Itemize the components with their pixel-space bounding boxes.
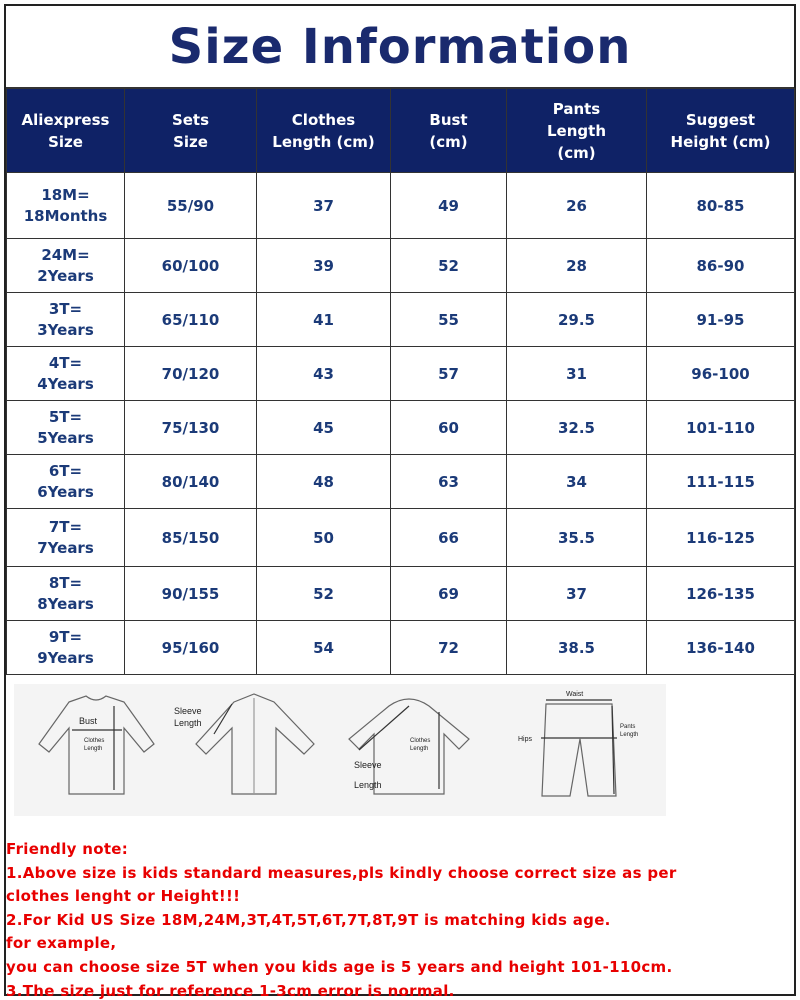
suggest-height-cell: 101-110 [647, 401, 795, 455]
bust-cell: 55 [391, 293, 507, 347]
bust-cell: 57 [391, 347, 507, 401]
table-row [7, 239, 795, 293]
pants-length-cell: 38.5 [507, 621, 647, 675]
pants-length-cell: 32.5 [507, 401, 647, 455]
hips-label: Hips [518, 736, 533, 743]
pants-length-cell: 35.5 [507, 509, 647, 567]
clothes-length-cell: 48 [257, 455, 391, 509]
pants-length-cell: 31 [507, 347, 647, 401]
header-suggest-height: Suggest Height (cm) [647, 89, 795, 173]
bust-cell: 69 [391, 567, 507, 621]
bust-cell: 66 [391, 509, 507, 567]
sets-size-cell: 85/150 [125, 509, 257, 567]
svg-text:Clothes: Clothes [410, 738, 431, 744]
page-title: Size Information [6, 6, 794, 88]
pants-length-cell: 34 [507, 455, 647, 509]
note-line-6: 3.The size just for reference 1-3cm error is normal. [6, 981, 455, 1000]
sleeve-label: Sleeve [174, 706, 202, 716]
header-clothes-length: Clothes Length (cm) [257, 89, 391, 173]
size-cell: 5T= 5Years [7, 401, 125, 455]
sets-size-cell: 75/130 [125, 401, 257, 455]
suggest-height-cell: 80-85 [647, 173, 795, 239]
bust-cell: 52 [391, 239, 507, 293]
suggest-height-cell: 116-125 [647, 509, 795, 567]
header-aliexpress-size: Aliexpress Size [7, 89, 125, 173]
sweater-diagram [349, 699, 469, 794]
svg-text:Sleeve: Sleeve [354, 760, 382, 770]
bust-cell: 72 [391, 621, 507, 675]
clothes-length-cell: 50 [257, 509, 391, 567]
size-cell: 6T= 6Years [7, 455, 125, 509]
sets-size-cell: 55/90 [125, 173, 257, 239]
pants-length-cell: 37 [507, 567, 647, 621]
note-line-5: you can choose size 5T when you kids age is 5 years and height 101-110cm. [6, 957, 673, 976]
pants-length-cell: 26 [507, 173, 647, 239]
pants-length-label: Pants [620, 724, 636, 730]
suggest-height-cell: 136-140 [647, 621, 795, 675]
suggest-height-cell: 126-135 [647, 567, 795, 621]
friendly-note [6, 838, 788, 1000]
size-table [6, 88, 795, 675]
measurement-diagrams [14, 684, 666, 816]
header-sets-size: Sets Size [125, 89, 257, 173]
clothes-length-cell: 41 [257, 293, 391, 347]
note-line-4: for example, [6, 934, 117, 953]
bust-label: Bust [79, 716, 98, 726]
table-row [7, 509, 795, 567]
svg-text:Clothes: Clothes [84, 738, 105, 744]
sets-size-cell: 60/100 [125, 239, 257, 293]
table-row [7, 173, 795, 239]
clothes-length-cell: 39 [257, 239, 391, 293]
clothes-length-cell: 43 [257, 347, 391, 401]
suggest-height-cell: 86-90 [647, 239, 795, 293]
table-row [7, 293, 795, 347]
sets-size-cell: 95/160 [125, 621, 257, 675]
shirt-diagram-sleeve [174, 694, 314, 794]
size-cell: 24M= 2Years [7, 239, 125, 293]
bust-cell: 63 [391, 455, 507, 509]
suggest-height-cell: 96-100 [647, 347, 795, 401]
bust-cell: 49 [391, 173, 507, 239]
note-line-1: 1.Above size is kids standard measures,pls kindly choose correct size as per [6, 863, 677, 882]
svg-text:Length: Length [174, 718, 202, 728]
clothes-length-cell: 52 [257, 567, 391, 621]
pants-length-cell: 28 [507, 239, 647, 293]
table-row [7, 401, 795, 455]
size-cell: 7T= 7Years [7, 509, 125, 567]
clothes-length-cell: 45 [257, 401, 391, 455]
sets-size-cell: 65/110 [125, 293, 257, 347]
header-pants-length: Pants Length (cm) [507, 89, 647, 173]
sets-size-cell: 70/120 [125, 347, 257, 401]
note-line-2: clothes lenght or Height!!! [6, 887, 241, 906]
note-line-3: 2.For Kid US Size 18M,24M,3T,4T,5T,6T,7T,8T,9T is matching kids age. [6, 910, 611, 929]
table-row [7, 567, 795, 621]
svg-text:Length: Length [84, 746, 103, 752]
sets-size-cell: 80/140 [125, 455, 257, 509]
waist-label: Waist [566, 691, 584, 698]
suggest-height-cell: 111-115 [647, 455, 795, 509]
table-header-row [7, 89, 795, 173]
svg-text:Length: Length [354, 780, 382, 790]
table-row [7, 621, 795, 675]
header-bust: Bust (cm) [391, 89, 507, 173]
size-cell: 4T= 4Years [7, 347, 125, 401]
pants-length-cell: 29.5 [507, 293, 647, 347]
size-cell: 18M= 18Months [7, 173, 125, 239]
suggest-height-cell: 91-95 [647, 293, 795, 347]
size-cell: 8T= 8Years [7, 567, 125, 621]
pants-diagram [518, 691, 638, 796]
sets-size-cell: 90/155 [125, 567, 257, 621]
size-cell: 9T= 9Years [7, 621, 125, 675]
svg-text:Length: Length [620, 732, 639, 738]
note-heading: Friendly note: [6, 840, 129, 858]
size-cell: 3T= 3Years [7, 293, 125, 347]
shirt-diagram-bust [39, 696, 154, 794]
bust-cell: 60 [391, 401, 507, 455]
svg-text:Length: Length [410, 746, 429, 752]
table-row [7, 347, 795, 401]
clothes-length-cell: 54 [257, 621, 391, 675]
clothes-length-cell: 37 [257, 173, 391, 239]
table-row [7, 455, 795, 509]
